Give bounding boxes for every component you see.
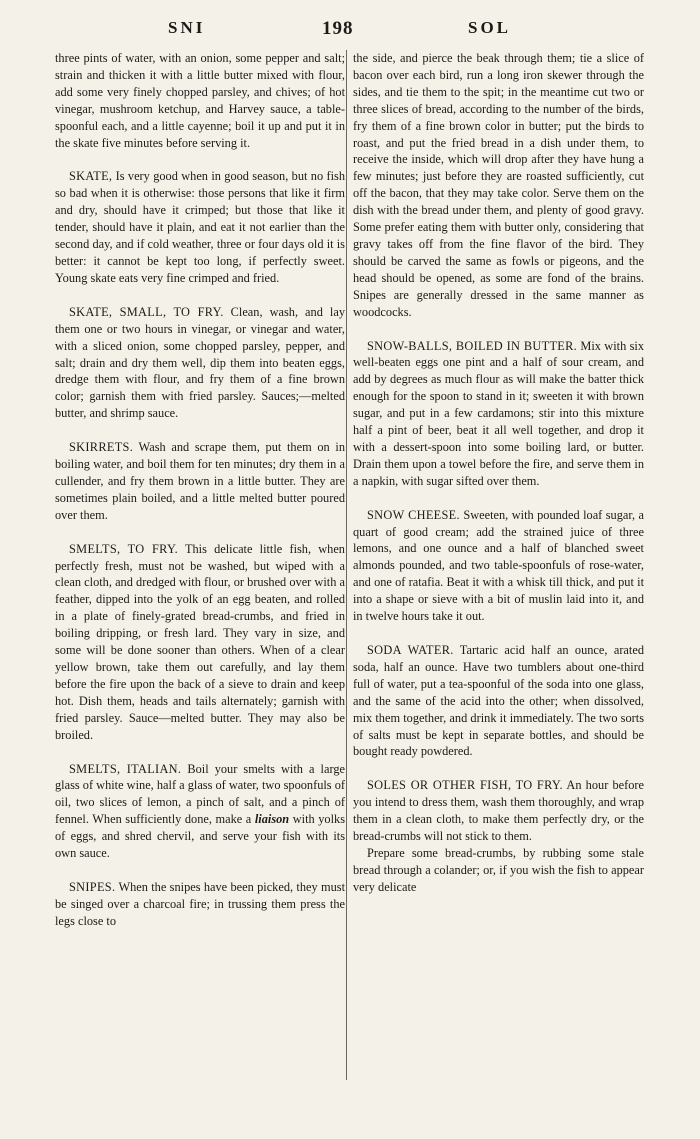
page-number: 198 [322, 18, 354, 39]
entry-text: Clean, wash, and lay them one or two hours in vinegar, or vinegar and water, with a sliced onion, some chopped parsley, pepper, and salt; drain and dry them well, dip them into beaten eggs, dredge them with flour, and fry them of a fine brown color; garnish them with fried parsley. Sauces;—melted butter, and shrimp sauce. [55, 304, 345, 421]
entry-text: When the snipes have been picked, they must be singed over a charcoal fire; in trussing them press the legs close to [55, 879, 345, 928]
entry-heading: SKATE, [69, 169, 113, 184]
entry-text: An hour before you intend to dress them, wash them thoroughly, and wrap them in a clean cloth, to make them perfectly dry, or the bread-crumbs will not stick to them. [353, 778, 644, 844]
entry-text: Sweeten, with pounded loaf sugar, a quart of good cream; add the strained juice of three lemons, and one ounce and a half of blanched sweet almonds pounded, and two table-spoonfuls of rose-water, and one of ratafia. Beat it with a whisk till thick, and put it into a shape or sieve with a bit of muslin laid into it, and in twelve hours take it out. [353, 507, 645, 624]
entry-heading: SKATE, SMALL, TO FRY. [69, 304, 224, 319]
entry-text: three pints of water, with an onion, some pepper and salt; strain and thicken it with a little butter mixed with flour, add some very finely chopped parsley, and chives; of hot vinegar, mushroom ketchup, and Harvey sauce, a table-spoonful each, and a little cayenne; boil it up and put it in the skate five minutes before serving it. [55, 51, 345, 150]
entry-snow-cheese [353, 507, 644, 625]
entry-heading: SNOW CHEESE. [367, 507, 460, 522]
entry-text: Boil your smelts with a large glass of white wine, half a glass of water, two spoonfuls of oil, two slices of lemon, a pinch of salt, and a pinch of fennel. When sufficiently done, make a [55, 761, 345, 827]
entry-text: Tartaric acid half an ounce, arated soda, half an ounce. Have two tumblers about one-third full of water, put a tea-spoonful of the soda into one glass, and the same of the acid into the other; when dissolved, mix them together, and drink it immediately. The two sorts of salts must be kept in separate bottles, and should be bought ready powdered. [353, 643, 644, 759]
entry-skirrets [55, 439, 345, 524]
running-head-left: SNI [168, 18, 206, 37]
entry-skate [55, 168, 345, 286]
entry-text: Wash and scrape them, put them on in boiling water, and boil them for ten minutes; dry them in a cullender, and fry them brown in a little butter. They are sometimes plain boiled, and a little melted butter poured over them. [55, 440, 345, 522]
running-head-right: SOL [468, 18, 512, 37]
entry-snipes-continued [353, 50, 644, 321]
entry-heading: SODA WATER. [367, 643, 454, 657]
entry-heading: SOLES OR OTHER FISH, TO FRY. [367, 778, 563, 793]
entry-skate-continued [55, 50, 345, 151]
entry-snipes [55, 879, 345, 930]
entry-heading: SMELTS, ITALIAN. [69, 761, 182, 776]
entry-text: the side, and pierce the beak through them; tie a slice of bacon over each bird, run a long iron skewer through the sides, and tie them to the spit; in the meantime cut two or three slices of bread, according to the number of the birds, fry them of a fine brown color in butter; put the birds to roast, and put the fried bread in a dish under them, to receive the inside, which will drop after they have hung a few minutes; just before they are roasted sufficiently, cut off the bacon, that they may take color. Serve them on the dish with the bread under them, and plenty of good gravy. Some prefer eating them with butter only, considering that gravy takes off from the fine flavor of the bird. They should be carved the same as fowls or pigeons, and the head should be opened, as some are fond of the brains. Snipes are generally dressed in the same manner as woodcocks. [353, 51, 644, 319]
entry-heading: SNIPES. [69, 879, 116, 894]
entry-text: Mix with six well-beaten eggs one pint and a half of sour cream, and add by degrees as much flour as will make the batter thick enough for the spoon to stand in it; sweeten it with brown sugar, and put in a few cardamons; stir into this mixture half a pint of beer, beat it all well together, and drop it with a dessert-spoon into some boiling lard, or butter. Drain them upon a towel before the fire, and serve them in a napkin, with sugar sifted over them. [353, 338, 644, 488]
right-column [353, 50, 644, 896]
left-column [55, 50, 345, 930]
entry-soles-to-fry [353, 777, 644, 845]
entry-heading: SKIRRETS. [69, 440, 134, 455]
entry-heading: SNOW-BALLS, BOILED IN BUTTER. [367, 338, 578, 353]
entry-text: Prepare some bread-crumbs, by rubbing some stale bread through a colander; or, if you wish the fish to appear very delicate [353, 845, 644, 894]
entry-skate-small-to-fry [55, 304, 345, 422]
entry-heading: SMELTS, TO FRY. [69, 541, 178, 556]
entry-text: with yolks of eggs, and shred chervil, and serve your fish with its own sauce. [55, 812, 345, 861]
entry-snow-balls [353, 338, 644, 490]
entry-smelts-italian [55, 761, 345, 862]
entry-soles-continued [353, 845, 644, 896]
entry-soda-water [353, 642, 644, 760]
column-divider [346, 50, 347, 1080]
entry-text: Is very good when in good season, but no fish so bad when it is otherwise: those persons that like it firm and dry, should have it crimped; but those that like it tender, should have it plain, and eat it not earlier than the second day, and if cold weather, three or four days old it is better: it cannot be kept too long, if perfectly sweet. Young skate eats very fine crimped and fried. [55, 169, 345, 285]
page-header [0, 18, 700, 44]
entry-smelts-to-fry [55, 541, 345, 744]
entry-text: This delicate little fish, when perfectly fresh, must not be washed, but wiped with a clean cloth, and dredged with flour, or brushed over with a feather, dipped into the yolk of an egg beaten, and rolled in a plate of finely-grated bread-crumbs, and fried in boiling dripping, or fresh lard. They vary in size, and some will be done sooner than others. When of a clear yellow brown, take them out carefully, and lay them before the fire upon the back of a sieve to drain and keep hot. Dish them, heads and tails alternately; garnish with fried parsley. Sauce—melted butter. They may also be broiled. [55, 541, 345, 742]
italic-term: liaison [254, 812, 290, 827]
